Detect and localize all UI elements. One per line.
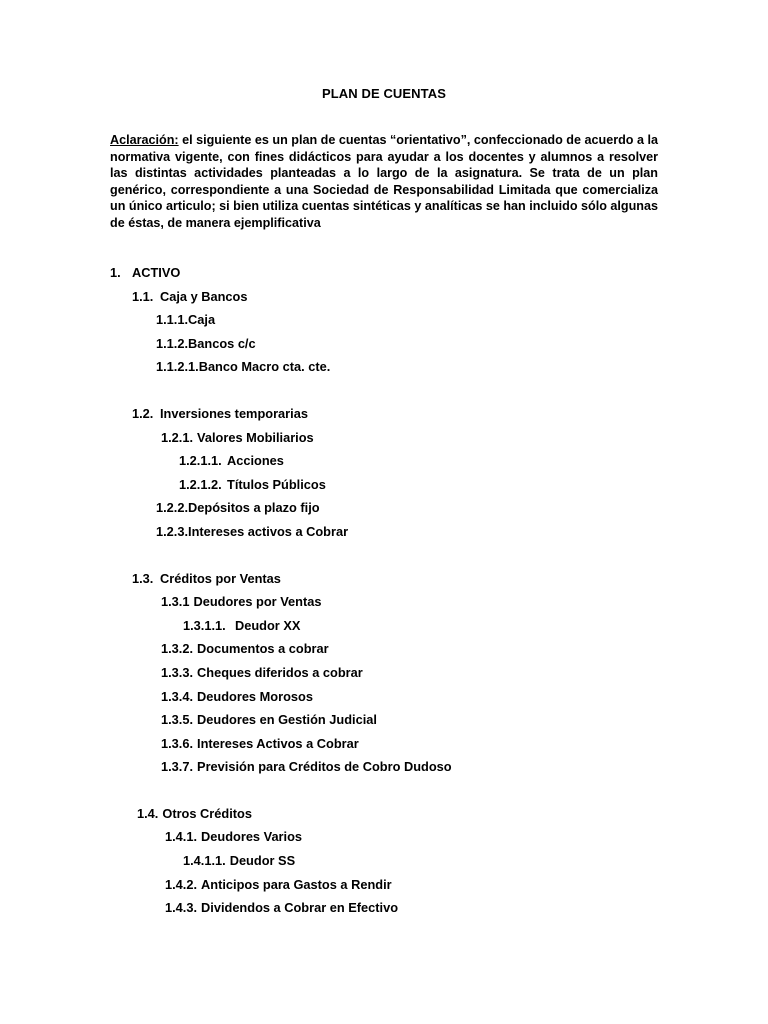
outline-item-code: 1.3.5. (161, 712, 194, 728)
outline-item-code: 1.4.3. (165, 900, 198, 916)
outline-item (0, 449, 768, 473)
clarification-paragraph (110, 132, 658, 231)
outline-item-label: Deudores en Gestión Judicial (197, 712, 377, 728)
outline-item-label: Caja (188, 312, 216, 328)
outline-item (0, 637, 768, 661)
section-spacer (0, 544, 768, 567)
outline-item-label: Intereses activos a Cobrar (188, 523, 349, 539)
outline-item-label: Bancos c/c (188, 335, 256, 351)
outline-item-code: 1.2.3. (156, 523, 189, 539)
outline-item-label: Deudor XX (235, 617, 301, 633)
outline-item-label: ACTIVO (132, 265, 181, 280)
outline-item-code: 1.1.2.1. (156, 359, 199, 375)
clarification-label: Aclaración: (110, 133, 179, 147)
outline-item-code: 1.3.1.1. (183, 617, 226, 633)
outline-item (0, 473, 768, 497)
outline-item-label: Banco Macro cta. cte. (198, 359, 331, 375)
page-title: PLAN DE CUENTAS (321, 86, 447, 101)
outline-item-label: Documentos a cobrar (197, 641, 329, 657)
outline-item-label: Intereses Activos a Cobrar (197, 735, 359, 751)
outline-item (0, 849, 768, 873)
outline-item-label: Cheques diferidos a cobrar (197, 664, 363, 680)
outline-item-label: Caja y Bancos (160, 288, 248, 304)
outline-item-label: Inversiones temporarias (160, 405, 308, 421)
outline-item (0, 496, 768, 520)
outline-item-code: 1.3.1 (161, 594, 190, 610)
outline-item-label: Anticipos para Gastos a Rendir (201, 876, 392, 892)
outline-item-code: 1.4.2. (165, 876, 198, 892)
outline-item (0, 402, 768, 426)
outline-item-label: Acciones (227, 453, 284, 469)
outline-item (0, 708, 768, 732)
outline-item-code: 1.1. (132, 288, 154, 304)
outline-item (0, 520, 768, 544)
outline-item (0, 802, 768, 826)
outline-item-label: Deudores Morosos (197, 688, 313, 704)
outline-item (0, 873, 768, 897)
outline-item-label: Créditos por Ventas (160, 570, 281, 586)
outline-item (0, 426, 768, 450)
outline-item-label: Deudores Varios (201, 829, 303, 845)
outline-item-code: 1.3.6. (161, 735, 194, 751)
outline-item-code: 1.2.1.1. (179, 453, 222, 469)
outline-item-code: 1.2.2. (156, 500, 189, 516)
outline-item-code: 1.2. (132, 405, 154, 421)
outline-item (0, 332, 768, 356)
outline-item-code: 1.1.2. (156, 335, 189, 351)
account-outline (0, 261, 768, 920)
outline-item-label: Deudores por Ventas (193, 594, 322, 610)
outline-item-code: 1.3.3. (161, 664, 194, 680)
outline-item-label: Deudor SS (229, 853, 296, 869)
outline-item (0, 896, 768, 920)
outline-item-label: Previsión para Créditos de Cobro Dudoso (197, 759, 452, 775)
outline-item-code: 1.2.1.2. (179, 476, 222, 492)
outline-item-code: 1.4. (137, 805, 159, 821)
outline-item-code: 1.3.4. (161, 688, 194, 704)
outline-item-code: 1.3.2. (161, 641, 194, 657)
outline-item-label: Otros Créditos (162, 805, 252, 821)
outline-item-label: Dividendos a Cobrar en Efectivo (201, 900, 399, 916)
outline-item-label: Depósitos a plazo fijo (188, 500, 320, 516)
outline-item (0, 825, 768, 849)
section-spacer (0, 379, 768, 402)
outline-item (0, 755, 768, 779)
outline-item (0, 261, 768, 285)
outline-item (0, 685, 768, 709)
outline-item (0, 308, 768, 332)
outline-item (0, 590, 768, 614)
outline-item (0, 661, 768, 685)
outline-item-code: 1. (110, 265, 121, 280)
outline-item (0, 567, 768, 591)
clarification-text: el siguiente es un plan de cuentas “orientativo”, confeccionado de acuerdo a la normativa vigente, con fines didácticos para ayudar a los docentes y alumnos a resolver las distintas actividades planteadas a lo largo de la asignatura. Se trata de un plan genérico, correspondiente a una Sociedad de Responsabilidad Limitada que comercializa un único articulo; si bien utiliza cuentas sintéticas y analíticas se han incluido sólo algunas de éstas, de manera ejemplificativa (110, 133, 658, 230)
outline-item-code: 1.2.1. (161, 429, 194, 445)
outline-item-code: 1.4.1. (165, 829, 198, 845)
outline-item (0, 285, 768, 309)
outline-item-code: 1.3. (132, 570, 154, 586)
section-spacer (0, 779, 768, 802)
outline-item-code: 1.4.1.1. (183, 853, 226, 869)
outline-item-code: 1.1.1. (156, 312, 189, 328)
outline-item (0, 732, 768, 756)
outline-item-label: Valores Mobiliarios (197, 429, 314, 445)
outline-item-code: 1.3.7. (161, 759, 194, 775)
outline-item-label: Títulos Públicos (227, 476, 326, 492)
outline-item (0, 355, 768, 379)
outline-item (0, 614, 768, 638)
